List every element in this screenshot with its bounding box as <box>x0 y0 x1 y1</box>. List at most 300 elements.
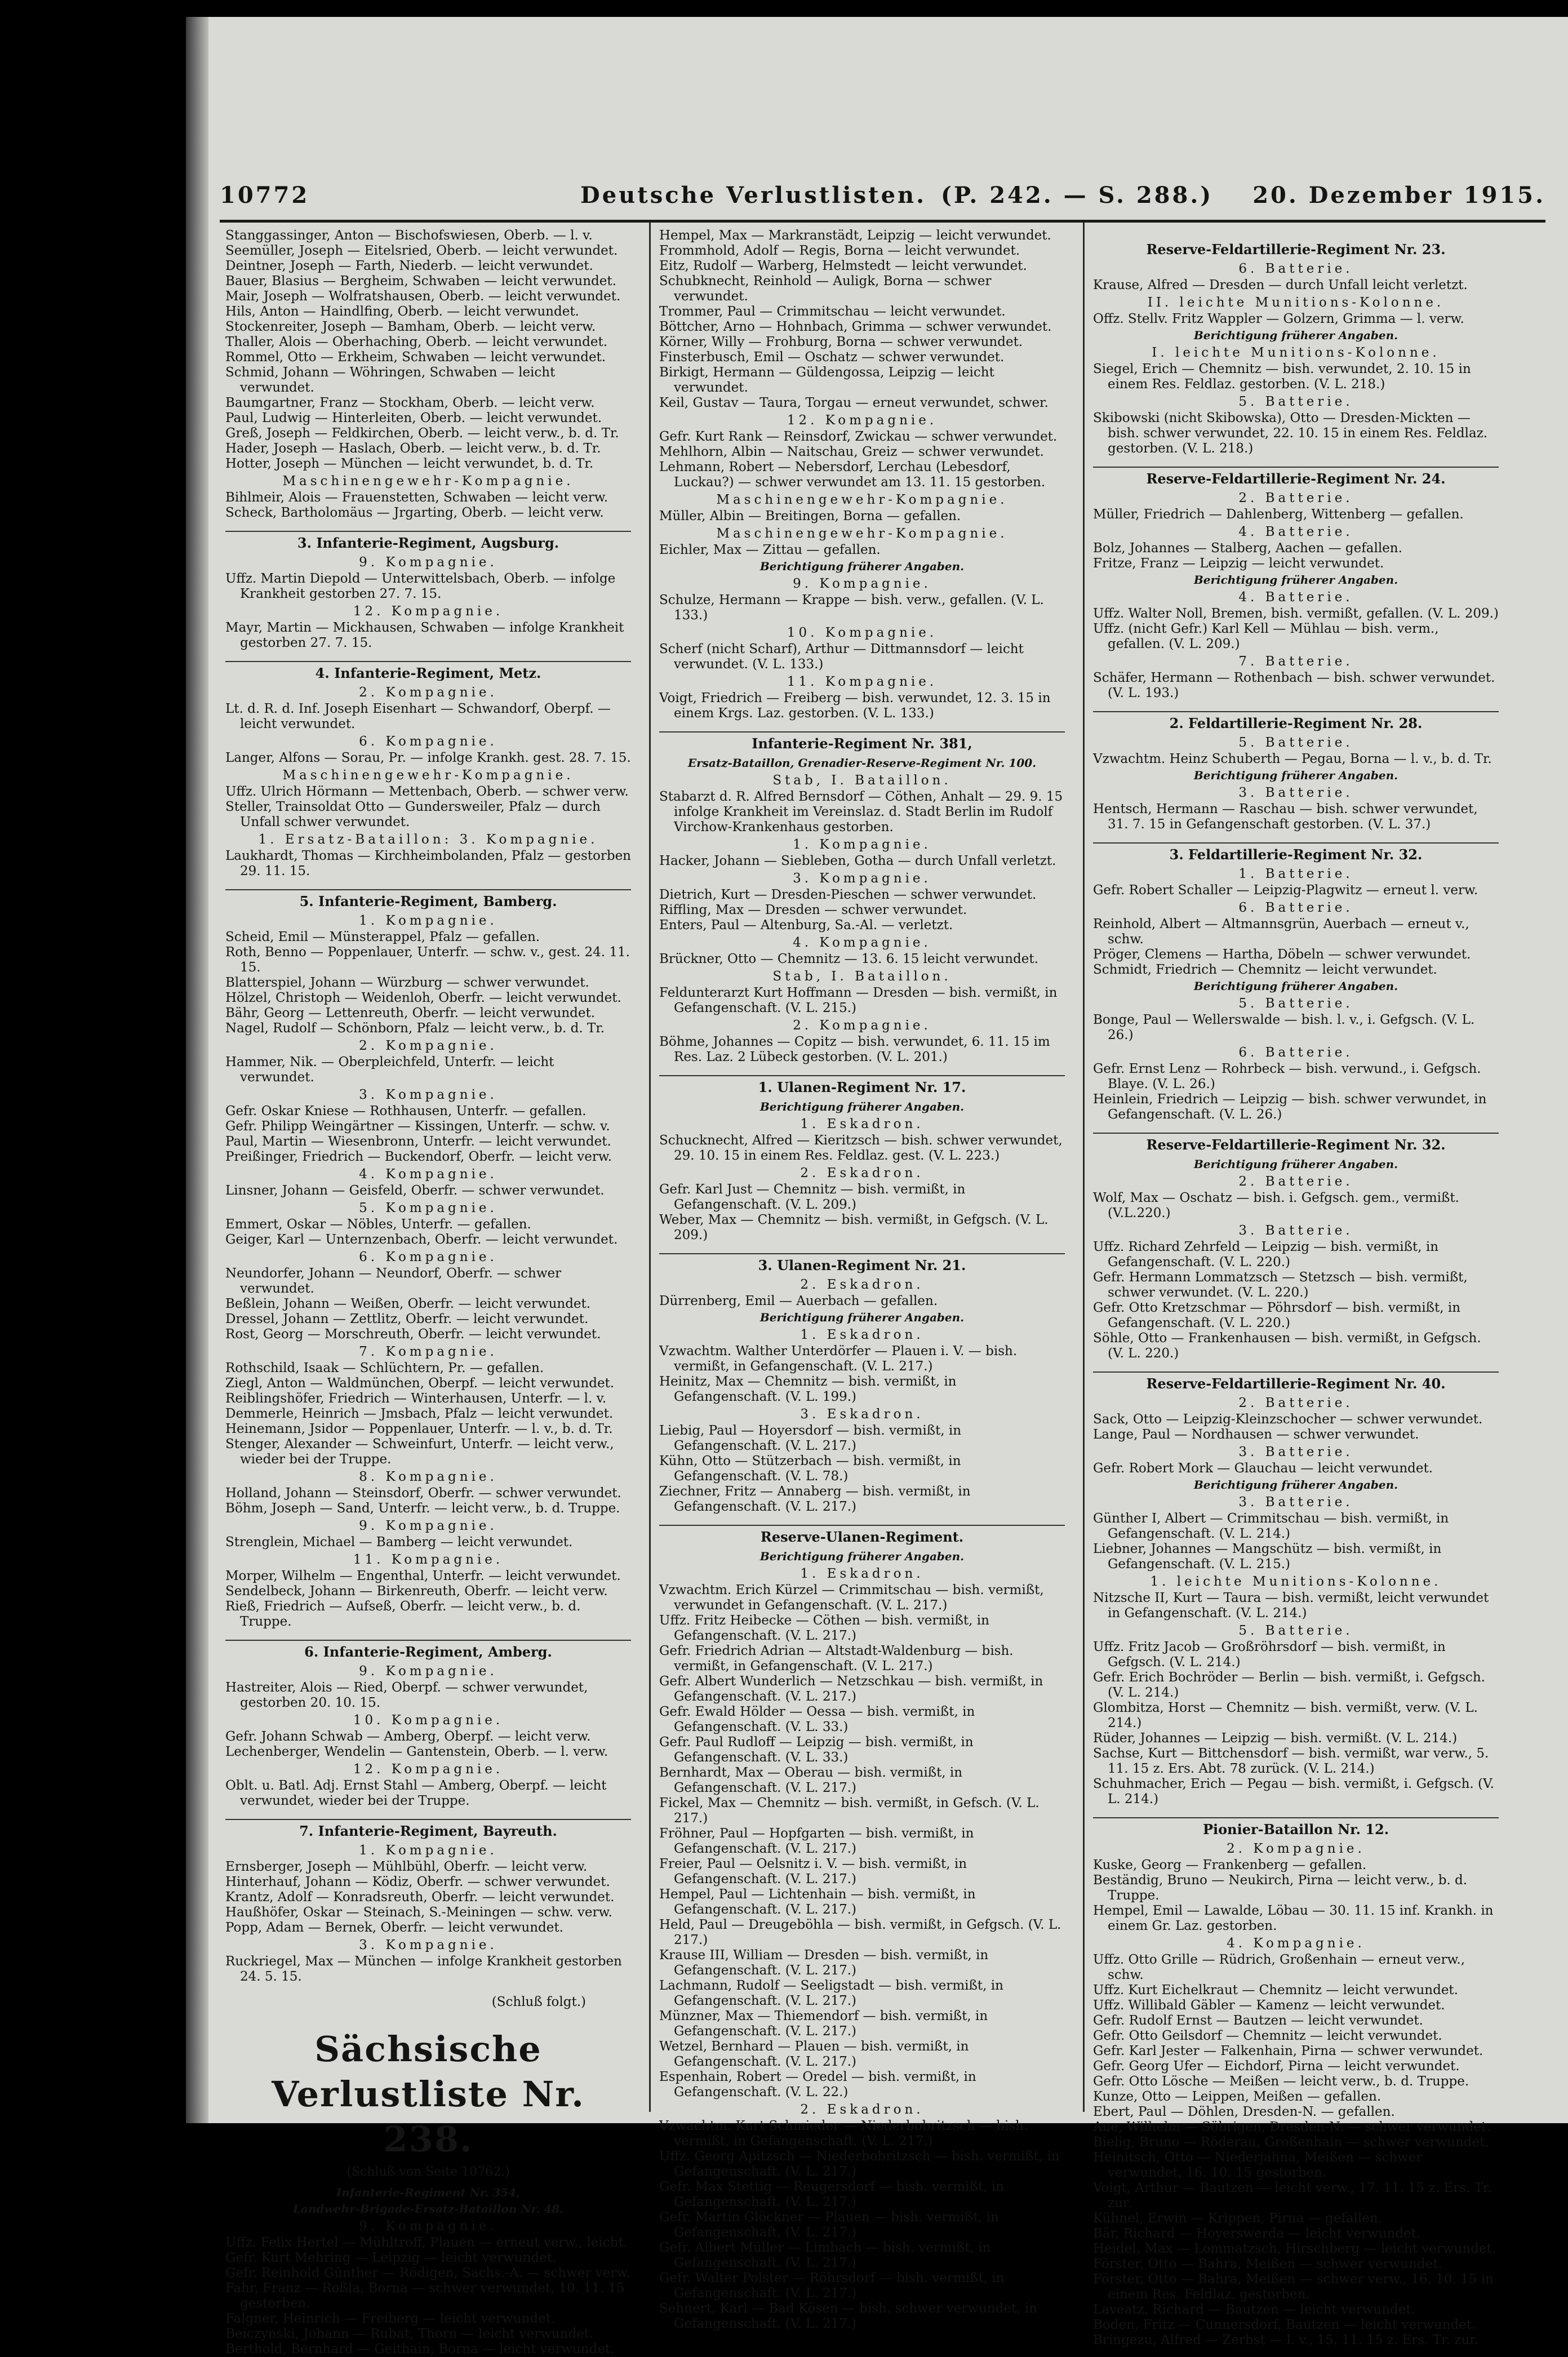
casualty-entry: Weber, Max — Chemnitz — bish. vermißt, in Gefgsch. (V. L. 209.) <box>659 1213 1049 1242</box>
casualty-entry: Bernhardt, Max — Oberau — bish. vermißt, in Gefangenschaft. (V. L. 217.) <box>659 1765 963 1795</box>
casualty-entry: Oblt. u. Batl. Adj. Ernst Stahl — Amberg, Oberpf. — leicht verwundet, wieder bei der Truppe. <box>225 1778 607 1808</box>
unit-subheading: 3. Eskadron. <box>800 1407 924 1422</box>
casualty-entry: Freier, Paul — Oelsnitz i. V. — bish. vermißt, in Gefangenschaft. (V. L. 217.) <box>659 1857 967 1887</box>
casualty-entry: Heinitsch, Otto — Niederjahna, Meißen — schwer verwundet, 16. 10. 15 gestorben. <box>1093 2150 1423 2180</box>
casualty-entry: Aue, Wilhelm — Söbrigen, Dresden-N. — schwer verwundet. <box>1093 2120 1491 2134</box>
unit-subheading: 2. Kompagnie. <box>359 1038 498 1053</box>
casualty-entry: Vzwachtm. Kurt Schmieder — Niederbobritzsch — bish. vermißt, in Gefangenschaft. (V. L. 217.) <box>659 2119 1028 2149</box>
casualty-entry: Gefr. Rudolf Ernst — Bautzen — leicht verwundet. <box>1093 2013 1423 2028</box>
casualty-entry: Seemüller, Joseph — Eitelsried, Oberb. — leicht verwundet. <box>225 243 618 258</box>
casualty-entry: Geiger, Karl — Unternzenbach, Oberfr. — leicht verwundet. <box>225 1232 618 1247</box>
casualty-entry: Scherf (nicht Scharf), Arthur — Dittmannsdorf — leicht verwundet. (V. L. 133.) <box>659 642 1024 672</box>
continuation-note: (Schluß von Seite 10762.) <box>347 2165 510 2179</box>
casualty-entry: Keil, Gustav — Taura, Torgau — erneut verwundet, schwer. <box>659 396 1049 410</box>
casualty-entry: Emmert, Oskar — Nöbles, Unterfr. — gefallen. <box>225 1217 531 1232</box>
unit-subheading: 2. Kompagnie. <box>793 1018 931 1033</box>
casualty-entry: Rüder, Johannes — Leipzig — bish. vermißt. (V. L. 214.) <box>1093 1731 1458 1746</box>
casualty-entry: Voigt, Arthur — Bautzen — leicht verw., 17. 11. 15 z. Ers. Tr. zur. <box>1093 2181 1492 2210</box>
casualty-entry: Uffz. (nicht Gefr.) Karl Kell — Mühlau — bish. verm., gefallen. (V. L. 209.) <box>1093 622 1439 651</box>
unit-subheading: 10. Kompagnie. <box>787 625 938 640</box>
casualty-entry: Uffz. Fritz Heibecke — Cöthen — bish. vermißt, in Gefangenschaft. (V. L. 217.) <box>659 1613 989 1643</box>
casualty-entry: Liebig, Paul — Hoyersdorf — bish. vermißt, in Gefangenschaft. (V. L. 217.) <box>659 1423 962 1453</box>
unit-subheading: 3. Batterie. <box>1238 1495 1353 1510</box>
casualty-entry: Heinlein, Friedrich — Leipzig — bish. schwer verwundet, in Gefangenschaft. (V. L. 26.) <box>1093 1092 1487 1122</box>
casualty-entry: Hils, Anton — Haindlfing, Oberb. — leicht verwundet. <box>225 304 579 319</box>
unit-subheading: 1. Eskadron. <box>800 1566 924 1581</box>
casualty-entry: Espenhain, Robert — Oredel — bish. vermißt, in Gefangenschaft. (V. L. 22.) <box>659 2070 976 2099</box>
casualty-entry: Hempel, Paul — Lichtenhain — bish. vermißt, in Gefangenschaft. (V. L. 217.) <box>659 1887 976 1917</box>
casualty-entry: Blatterspiel, Johann — Würzburg — schwer verwundet. <box>225 975 589 990</box>
casualty-entry: Rothschild, Isaak — Schlüchtern, Pr. — gefallen. <box>225 1361 544 1375</box>
casualty-entry: Bihlmeir, Alois — Frauenstetten, Schwaben — leicht verw. <box>225 490 608 505</box>
casualty-entry: Baumgartner, Franz — Stockham, Oberb. — leicht verw. <box>225 396 595 410</box>
unit-subheading: 12. Kompagnie. <box>353 604 504 619</box>
casualty-entry: Feldunterarzt Kurt Hoffmann — Dresden — bish. vermißt, in Gefangenschaft. (V. L. 215.) <box>659 986 1058 1015</box>
list-title: Sächsische Verlustliste Nr. 238. <box>272 2028 585 2160</box>
casualty-entry: Stanggassinger, Anton — Bischofswiesen, Oberb. — l. v. <box>225 228 593 243</box>
unit-subheading: 10. Kompagnie. <box>353 1713 504 1728</box>
regiment-heading: 3. Feldartillerie-Regiment Nr. 32. <box>1093 842 1499 862</box>
casualty-entry: Beiczynski, Johann — Rubat, Thorn — leicht verwundet. <box>225 2327 594 2341</box>
unit-subheading: 6. Batterie. <box>1238 1045 1353 1060</box>
casualty-entry: Mayr, Martin — Mickhausen, Schwaben — infolge Krankheit gestorben 27. 7. 15. <box>225 620 624 650</box>
unit-subheading: 12. Kompagnie. <box>787 413 938 428</box>
casualty-entry: Uffz. Walter Noll, Bremen, bish. vermißt, gefallen. (V. L. 209.) <box>1093 606 1499 621</box>
casualty-entry: Vzwachtm. Heinz Schuberth — Pegau, Borna — l. v., b. d. Tr. <box>1093 752 1492 766</box>
unit-subheading: 1. Kompagnie. <box>359 913 498 928</box>
correction-note: Berichtigung früherer Angaben. <box>1193 769 1398 782</box>
casualty-entry: Gefr. Oskar Kniese — Rothhausen, Unterfr. — gefallen. <box>225 1104 587 1118</box>
issue-reference: (P. 242. — S. 288.) <box>941 182 1214 208</box>
casualty-entry: Uffz. Kurt Eichelkraut — Chemnitz — leicht verwundet. <box>1093 1983 1458 1998</box>
casualty-entry: Sehnert, Karl — Bad Kösen — bish. schwer verwundet, in Gefangenschaft. (V. L. 217.) <box>659 2301 1037 2331</box>
casualty-entry: Hastreiter, Alois — Ried, Oberpf. — schwer verwundet, gestorben 20. 10. 15. <box>225 1680 588 1710</box>
casualty-entry: Bringezu, Alfred — Zerbst — l. v., 15. 11. 15 z. Ers. Tr. zur. <box>1093 2333 1478 2347</box>
casualty-entry: Gefr. Ewald Hölder — Oessa — bish. vermißt, in Gefangenschaft. (V. L. 33.) <box>659 1705 975 1734</box>
casualty-entry: Preißinger, Friedrich — Buckendorf, Oberfr. — leicht verw. <box>225 1149 612 1164</box>
casualty-entry: Müller, Friedrich — Dahlenberg, Wittenberg — gefallen. <box>1093 507 1464 522</box>
casualty-entry: Brückner, Otto — Chemnitz — 13. 6. 15 leicht verwundet. <box>659 952 1038 966</box>
casualty-entry: Gefr. Erich Bochröder — Berlin — bish. vermißt, i. Gefgsch. (V. L. 214.) <box>1093 1670 1485 1700</box>
casualty-entry: Lehmann, Robert — Nebersdorf, Lerchau (Lebesdorf, Luckau?) — schwer verwundet am 13. 11. 15 gestorben. <box>659 460 1046 490</box>
casualty-entry: Gefr. Hermann Lommatzsch — Stetzsch — bish. vermißt, schwer verwundet. (V. L. 220.) <box>1093 1270 1468 1300</box>
casualty-entry: Beßlein, Johann — Weißen, Oberfr. — leicht verwundet. <box>225 1297 591 1311</box>
casualty-entry: Beständig, Bruno — Neukirch, Pirna — leicht verw., b. d. Truppe. <box>1093 1873 1468 1903</box>
unit-subheading: 2. Kompagnie. <box>1227 1841 1365 1856</box>
regiment-heading: Reserve-Ulanen-Regiment. <box>659 1525 1065 1544</box>
casualty-entry: Sack, Otto — Leipzig-Kleinzschocher — schwer verwundet. <box>1093 1412 1483 1427</box>
casualty-entry: Sendelbeck, Johann — Birkenreuth, Oberfr. — leicht verw. <box>225 1584 608 1599</box>
casualty-entry: Uffz. Richard Zehrfeld — Leipzig — bish. vermißt, in Gefangenschaft. (V. L. 220.) <box>1093 1240 1439 1270</box>
unit-subheading: 11. Kompagnie. <box>353 1552 504 1567</box>
casualty-entry: Finsterbusch, Emil — Oschatz — schwer verwundet. <box>659 350 1005 365</box>
casualty-entry: Böttcher, Arno — Hohnbach, Grimma — schwer verwundet. <box>659 319 1052 334</box>
casualty-entry: Gefr. Ernst Lenz — Rohrbeck — bish. verwund., i. Gefgsch. Blaye. (V. L. 26.) <box>1093 1062 1481 1091</box>
unit-subheading: 3. Kompagnie. <box>359 1087 498 1102</box>
casualty-entry: Birkigt, Hermann — Güldengossa, Leipzig — leicht verwundet. <box>659 365 994 395</box>
casualty-entry: Gefr. Otto Kretzschmar — Pöhrsdorf — bish. vermißt, in Gefangenschaft. (V. L. 220.) <box>1093 1300 1461 1330</box>
unit-subheading: 2. Kompagnie. <box>359 685 498 700</box>
casualty-entry: Gefr. Robert Schaller — Leipzig-Plagwitz — erneut l. verw. <box>1093 883 1478 898</box>
casualty-entry: Nagel, Rudolf — Schönborn, Pfalz — leicht verw., b. d. Tr. <box>225 1021 605 1036</box>
casualty-entry: Liebner, Johannes — Mangschütz — bish. vermißt, in Gefangenschaft. (V. L. 215.) <box>1093 1542 1442 1572</box>
column-right <box>1093 228 1499 2347</box>
casualty-entry: Glombitza, Horst — Chemnitz — bish. vermißt, verw. (V. L. 214.) <box>1093 1701 1478 1730</box>
casualty-entry: Deintner, Joseph — Farth, Niederb. — leicht verwundet. <box>225 259 593 273</box>
newspaper-page <box>186 17 1568 2356</box>
casualty-entry: Hotter, Joseph — München — leicht verwundet, b. d. Tr. <box>225 456 594 471</box>
casualty-entry: Ebert, Paul — Döhlen, Dresden-N. — gefallen. <box>1093 2105 1395 2119</box>
regiment-heading: 4. Infanterie-Regiment, Metz. <box>225 661 631 681</box>
unit-subheading: I. leichte Munitions-Kolonne. <box>1152 345 1440 360</box>
casualty-entry: Gefr. Kurt Rank — Reinsdorf, Zwickau — schwer verwundet. <box>659 429 1058 444</box>
casualty-entry: Müller, Albin — Breitingen, Borna — gefallen. <box>659 509 961 523</box>
casualty-entry: Gefr. Walter Polster — Röhrsdorf — bish. vermißt, in Gefangenschaft. (V. L. 217.) <box>659 2271 1005 2301</box>
issue-date: 20. Dezember 1915. <box>1252 182 1545 208</box>
column-middle <box>659 228 1065 2331</box>
casualty-entry: Hammer, Nik. — Oberpleichfeld, Unterfr. — leicht verwundet. <box>225 1055 554 1085</box>
casualty-entry: Ruckriegel, Max — München — infolge Krankheit gestorben 24. 5. 15. <box>225 1954 622 1984</box>
casualty-entry: Eichler, Max — Zittau — gefallen. <box>659 543 881 557</box>
casualty-entry: Ernsberger, Joseph — Mühlbühl, Oberfr. — leicht verw. <box>225 1859 588 1874</box>
unit-subheading: 7. Kompagnie. <box>359 1344 498 1359</box>
casualty-entry: Eitz, Rudolf — Warberg, Helmstedt — leicht verwundet. <box>659 259 1027 273</box>
unit-subheading: 3. Kompagnie. <box>793 871 931 886</box>
casualty-entry: Hempel, Max — Markranstädt, Leipzig — leicht verwundet. <box>659 228 1051 243</box>
casualty-entry: Heinemann, Jsidor — Poppenlauer, Unterfr. — l. v., b. d. Tr. <box>225 1422 613 1436</box>
casualty-entry: Förster, Otto — Bahra, Meißen — schwer verw., 16. 10. 15 in einem Res. Feldlaz. gestorben. <box>1093 2272 1494 2302</box>
casualty-entry: Voigt, Friedrich — Freiberg — bish. verwundet, 12. 3. 15 in einem Krgs. Laz. gestorben. (V. L. 133.) <box>659 691 1051 721</box>
casualty-entry: Holland, Johann — Steinsdorf, Oberfr. — schwer verwundet. <box>225 1486 621 1501</box>
casualty-entry: Lachmann, Rudolf — Seeligstadt — bish. vermißt, in Gefangenschaft. (V. L. 217.) <box>659 1978 1003 2008</box>
unit-subheading: 2. Batterie. <box>1238 1174 1353 1189</box>
casualty-entry: Fahr, Franz — Roßla, Borna — schwer verwundet, 10. 11. 15 gestorben. <box>225 2281 625 2311</box>
casualty-entry: Fröhner, Paul — Hopfgarten — bish. vermißt, in Gefangenschaft. (V. L. 217.) <box>659 1826 974 1856</box>
casualty-entry: Hader, Joseph — Haslach, Oberb. — leicht verw., b. d. Tr. <box>225 441 601 456</box>
casualty-entry: Wolf, Max — Oschatz — bish. i. Gefgsch. gem., vermißt. (V.L.220.) <box>1093 1191 1459 1220</box>
casualty-entry: Popp, Adam — Bernek, Oberfr. — leicht verwundet. <box>225 1920 563 1935</box>
unit-subheading: 3. Batterie. <box>1238 1445 1353 1459</box>
casualty-entry: Schulze, Hermann — Krappe — bish. verw., gefallen. (V. L. 133.) <box>659 593 1044 623</box>
correction-note: Berichtigung früherer Angaben. <box>1193 979 1398 993</box>
regiment-heading: 6. Infanterie-Regiment, Amberg. <box>225 1640 631 1659</box>
casualty-entry: Uffz. Felix Hertel — Mühltroff, Plauen — erneut verw., leicht. <box>225 2235 628 2250</box>
casualty-entry: Siegel, Erich — Chemnitz — bish. verwundet, 2. 10. 15 in einem Res. Feldlaz. gestorben. (V. L. 218.) <box>1093 362 1471 392</box>
unit-subheading: 2. Batterie. <box>1238 1396 1353 1410</box>
unit-subheading: 1. Kompagnie. <box>793 837 931 852</box>
casualty-entry: Reiblingshöfer, Friedrich — Winterhausen, Unterfr. — l. v. <box>225 1391 607 1406</box>
correction-note: Berichtigung früherer Angaben. <box>1193 1478 1398 1492</box>
casualty-entry: Krause III, William — Dresden — bish. vermißt, in Gefangenschaft. (V. L. 217.) <box>659 1948 989 1978</box>
casualty-entry: Böhm, Joseph — Sand, Unterfr. — leicht verw., b. d. Truppe. <box>225 1501 620 1516</box>
casualty-entry: Schucknecht, Alfred — Kieritzsch — bish. schwer verwundet, 29. 10. 15 in einem Res. Feldlaz. gest. (V. L. 223.) <box>659 1133 1063 1163</box>
unit-subheading: Maschinengewehr-Kompagnie. <box>282 474 574 489</box>
unit-subheading: 9. Kompagnie. <box>359 2219 498 2234</box>
casualty-entry: Fritze, Franz — Leipzig — leicht verwundet. <box>1093 556 1384 571</box>
casualty-entry: Uffz. Otto Grille — Rüdrich, Großenhain — erneut verw., schw. <box>1093 1952 1465 1982</box>
regiment-heading: 5. Infanterie-Regiment, Bamberg. <box>225 889 631 909</box>
column-divider <box>1083 223 1085 2112</box>
casualty-entry: Kunze, Otto — Leippen, Meißen — gefallen. <box>1093 2089 1382 2104</box>
casualty-entry: Schubknecht, Reinhold — Auligk, Borna — schwer verwundet. <box>659 274 992 304</box>
unit-subheading: 6. Kompagnie. <box>359 734 498 749</box>
casualty-entry: Paul, Martin — Wiesenbronn, Unterfr. — leicht verwundet. <box>225 1134 611 1149</box>
continuation-note: (Schluß folgt.) <box>491 1995 586 2009</box>
casualty-entry: Schäfer, Hermann — Rothenbach — bish. schwer verwundet. (V. L. 193.) <box>1093 671 1495 700</box>
regiment-heading: 1. Ulanen-Regiment Nr. 17. <box>659 1075 1065 1095</box>
unit-subheading: 3. Batterie. <box>1238 785 1353 800</box>
unit-subheading: 6. Batterie. <box>1238 900 1353 915</box>
casualty-entry: Thaller, Alois — Oberhaching, Oberb. — leicht verwundet. <box>225 335 608 349</box>
casualty-entry: Enters, Paul — Altenburg, Sa.-Al. — verletzt. <box>659 918 953 933</box>
correction-note: Berichtigung früherer Angaben. <box>1193 329 1398 342</box>
casualty-entry: Lechenberger, Wendelin — Gantenstein, Oberb. — l. verw. <box>225 1745 608 1759</box>
casualty-entry: Steller, Trainsoldat Otto — Gundersweiler, Pfalz — durch Unfall schwer verwundet. <box>225 800 601 829</box>
casualty-entry: Gefr. Friedrich Adrian — Altstadt-Waldenburg — bish. vermißt, in Gefangenschaft. (V. L. 217.) <box>659 1644 1014 1674</box>
casualty-entry: Gefr. Philipp Weingärtner — Kissingen, Unterfr. — schw. v. <box>225 1119 610 1134</box>
regiment-heading: 2. Feldartillerie-Regiment Nr. 28. <box>1093 711 1499 731</box>
casualty-entry: Schmid, Johann — Wöhringen, Schwaben — leicht verwundet. <box>225 365 556 395</box>
correction-note: Berichtigung früherer Angaben. <box>759 1100 965 1113</box>
casualty-entry: Stenger, Alexander — Schweinfurt, Unterfr. — leicht verw., wieder bei der Truppe. <box>225 1437 614 1467</box>
casualty-entry: Gefr. Karl Just — Chemnitz — bish. vermißt, in Gefangenschaft. (V. L. 209.) <box>659 1182 966 1212</box>
regiment-heading: Infanterie-Regiment Nr. 354, <box>336 2186 521 2199</box>
casualty-entry: Nitzsche II, Kurt — Taura — bish. vermißt, leicht verwundet in Gefangenschaft. (V. L. 214.) <box>1093 1591 1489 1621</box>
regiment-heading: Reserve-Feldartillerie-Regiment Nr. 40. <box>1093 1371 1499 1391</box>
casualty-entry: Heinitz, Max — Chemnitz — bish. vermißt, in Gefangenschaft. (V. L. 199.) <box>659 1374 957 1404</box>
unit-subheading: 4. Batterie. <box>1238 590 1353 605</box>
casualty-entry: Bolz, Johannes — Stalberg, Aachen — gefallen. <box>1093 541 1402 556</box>
casualty-entry: Uffz. Georg Apitzsch — Niederbobritzsch — bish. vermißt, in Gefangenschaft. (V. L. 217.) <box>659 2149 1060 2179</box>
column-left <box>225 228 631 2356</box>
casualty-entry: Neundorfer, Johann — Neundorf, Oberfr. — schwer verwundet. <box>225 1266 562 1296</box>
casualty-entry: Gefr. Reinhold Günther — Rödigen, Sachs.-A. — schwer verw. <box>225 2266 630 2280</box>
casualty-entry: Gefr. Albert Müller — Limbach — bish. vermißt, in Gefangenschaft. (V. L. 217.) <box>659 2240 991 2270</box>
casualty-entry: Uffz. Martin Diepold — Unterwittelsbach, Oberb. — infolge Krankheit gestorben 27. 7. 15. <box>225 571 616 601</box>
casualty-entry: Gefr. Max Stettig — Reugersdorf — bish. vermißt, in Gefangenschaft. (V. L. 217.) <box>659 2180 1004 2209</box>
unit-subheading: 4. Batterie. <box>1238 525 1353 539</box>
casualty-entry: Uffz. Fritz Jacob — Großröhrsdorf — bish. vermißt, in Gefgsch. (V. L. 214.) <box>1093 1640 1446 1670</box>
column-divider <box>649 223 651 2112</box>
casualty-entry: Förster, Otto — Bahra, Meißen — schwer verwundet. <box>1093 2257 1442 2271</box>
casualty-entry: Skibowski (nicht Skibowska), Otto — Dresden-Mickten — bish. schwer verwundet, 22. 10. 15 in einem Res. Feldlaz. gestorben. (V. L. 218.) <box>1093 411 1488 456</box>
casualty-entry: Rost, Georg — Morschreuth, Oberfr. — leicht verwundet. <box>225 1327 601 1342</box>
casualty-entry: Bonge, Paul — Wellerswalde — bish. l. v., i. Gefgsch. (V. L. 26.) <box>1093 1013 1475 1042</box>
unit-subheading: 4. Kompagnie. <box>1227 1936 1365 1951</box>
unit-subheading: 2. Eskadron. <box>800 1166 924 1180</box>
casualty-entry: Mair, Joseph — Wolfratshausen, Oberb. — leicht verwundet. <box>225 289 621 304</box>
correction-note: Berichtigung früherer Angaben. <box>1193 573 1398 587</box>
unit-subheading: 2. Eskadron. <box>800 2102 924 2117</box>
casualty-entry: Rommel, Otto — Erkheim, Schwaben — leicht verwundet. <box>225 350 606 365</box>
casualty-entry: Gefr. Otto Lösche — Meißen — leicht verw., b. d. Truppe. <box>1093 2074 1469 2089</box>
casualty-entry: Bähr, Georg — Lettenreuth, Oberfr. — leicht verwundet. <box>225 1006 596 1020</box>
casualty-entry: Heidel, Max — Lommatzsch, Hirschberg — leicht verwundet. <box>1093 2241 1496 2256</box>
unit-subheading: 9. Kompagnie. <box>793 576 931 591</box>
casualty-entry: Fickel, Max — Chemnitz — bish. vermißt, in Gefsch. (V. L. 217.) <box>659 1796 1040 1826</box>
casualty-entry: Wetzel, Bernhard — Plauen — bish. vermißt, in Gefangenschaft. (V. L. 217.) <box>659 2039 969 2069</box>
casualty-entry: Paul, Ludwig — Hinterleiten, Oberb. — leicht verwundet. <box>225 411 602 425</box>
casualty-entry: Lt. d. R. d. Inf. Joseph Eisenhart — Schwandorf, Oberpf. — leicht verwundet. <box>225 702 611 731</box>
unit-subheading: 6. Batterie. <box>1238 261 1353 276</box>
casualty-entry: Uffz. Willibald Gäbler — Kamenz — leicht verwundet. <box>1093 1998 1445 2013</box>
casualty-entry: Trommer, Paul — Crimmitschau — leicht verwundet. <box>659 304 1006 319</box>
correction-note: Berichtigung früherer Angaben. <box>759 560 965 573</box>
unit-subheading: 9. Kompagnie. <box>359 555 498 570</box>
unit-subheading: 5. Batterie. <box>1238 996 1353 1011</box>
regiment-heading: Landwehr-Brigade-Ersatz-Bataillon Nr. 48. <box>292 2202 564 2216</box>
casualty-entry: Berthold, Bernhard — Geithain, Borna — leicht verwundet. <box>225 2342 615 2356</box>
casualty-entry: Bär, Richard — Hoyerswerda — leicht verwundet. <box>1093 2226 1421 2241</box>
regiment-heading: Reserve-Feldartillerie-Regiment Nr. 23. <box>1146 241 1446 258</box>
casualty-entry: Held, Paul — Dreugeböhla — bish. vermißt, in Gefgsch. (V. L. 217.) <box>659 1917 1061 1947</box>
casualty-entry: Demmerle, Heinrich — Jmsbach, Pfalz — leicht verwundet. <box>225 1406 614 1421</box>
casualty-entry: Vzwachtm. Walther Unterdörfer — Plauen i. V. — bish. vermißt, in Gefangenschaft. (V. L. 217.) <box>659 1344 1018 1374</box>
casualty-entry: Gefr. Martin Glöckner — Plauen — bish. vermißt, in Gefangenschaft. (V. L. 217.) <box>659 2210 999 2240</box>
casualty-entry: Bielig, Bruno — Röderau, Großenhain — schwer verwundet. <box>1093 2135 1489 2150</box>
casualty-entry: Ziegl, Anton — Waldmünchen, Oberpf. — leicht verwundet. <box>225 1376 615 1391</box>
casualty-entry: Kuske, Georg — Frankenberg — gefallen. <box>1093 1858 1367 1872</box>
correction-note: Berichtigung früherer Angaben. <box>1193 1157 1398 1171</box>
casualty-entry: Langer, Alfons — Sorau, Pr. — infolge Krankh. gest. 28. 7. 15. <box>225 751 631 765</box>
casualty-entry: Dürrenberg, Emil — Auerbach — gefallen. <box>659 1294 938 1308</box>
casualty-entry: Roth, Benno — Poppenlauer, Unterfr. — schw. v., gest. 24. 11. 15. <box>225 945 630 975</box>
unit-subheading: 4. Kompagnie. <box>793 935 931 950</box>
casualty-entry: Ziechner, Fritz — Annaberg — bish. vermißt, in Gefangenschaft. (V. L. 217.) <box>659 1484 971 1514</box>
casualty-entry: Stockenreiter, Joseph — Bamham, Oberb. — leicht verw. <box>225 319 596 334</box>
regiment-heading: Reserve-Feldartillerie-Regiment Nr. 24. <box>1093 467 1499 486</box>
unit-subheading: 9. Kompagnie. <box>359 1519 498 1533</box>
unit-subheading: 6. Kompagnie. <box>359 1250 498 1264</box>
unit-subheading: Maschinengewehr-Kompagnie. <box>282 768 574 783</box>
unit-subheading: 4. Kompagnie. <box>359 1167 498 1182</box>
regiment-heading: 3. Ulanen-Regiment Nr. 21. <box>659 1253 1065 1273</box>
casualty-entry: Dietrich, Kurt — Dresden-Pieschen — schwer verwundet. <box>659 887 1037 902</box>
casualty-entry: Hentsch, Hermann — Raschau — bish. schwer verwundet, 31. 7. 15 in Gefangenschaft gestorben. (V. L. 37.) <box>1093 802 1478 832</box>
casualty-entry: Riffling, Max — Dresden — schwer verwundet. <box>659 903 967 917</box>
casualty-entry: Sachse, Kurt — Bittchensdorf — bish. vermißt, war verw., 5. 11. 15 z. Ers. Abt. 78 zurück. (V. L. 214.) <box>1093 1746 1489 1776</box>
casualty-entry: Offz. Stellv. Fritz Wappler — Golzern, Grimma — l. verw. <box>1093 312 1464 326</box>
casualty-entry: Laveatz, Richard — Bautzen — leicht verwundet. <box>1093 2302 1415 2317</box>
unit-subheading: 5. Kompagnie. <box>359 1201 498 1215</box>
unit-subheading: 1. Ersatz-Bataillon: 3. Kompagnie. <box>258 832 598 847</box>
regiment-heading: Pionier-Bataillon Nr. 12. <box>1093 1817 1499 1837</box>
casualty-entry: Greß, Joseph — Feldkirchen, Oberb. — leicht verw., b. d. Tr. <box>225 426 619 441</box>
casualty-entry: Schuhmacher, Erich — Pegau — bish. vermißt, i. Gefgsch. (V. L. 214.) <box>1093 1777 1494 1806</box>
regiment-heading: Ersatz-Bataillon, Grenadier-Reserve-Regiment Nr. 100. <box>687 756 1037 770</box>
casualty-entry: Günther I, Albert — Crimmitschau — bish. vermißt, in Gefangenschaft. (V. L. 214.) <box>1093 1511 1449 1541</box>
correction-note: Berichtigung früherer Angaben. <box>759 1550 965 1563</box>
regiment-heading: Infanterie-Regiment Nr. 381, <box>659 731 1065 751</box>
casualty-entry: Hacker, Johann — Siebleben, Gotha — durch Unfall verletzt. <box>659 854 1056 868</box>
casualty-entry: Hinterhauf, Johann — Ködiz, Oberfr. — schwer verwundet. <box>225 1875 610 1889</box>
unit-subheading: 1. Eskadron. <box>800 1328 924 1342</box>
unit-subheading: 9. Kompagnie. <box>359 1664 498 1679</box>
unit-subheading: 1. leichte Munitions-Kolonne. <box>1150 1574 1442 1589</box>
casualty-entry: Vzwachtm. Erich Kürzel — Crimmitschau — bish. vermißt, verwundet in Gefangenschaft. (V. L. 217.) <box>659 1583 1044 1613</box>
unit-subheading: 1. Batterie. <box>1238 867 1353 881</box>
casualty-entry: Gefr. Otto Geilsdorf — Chemnitz — leicht verwundet. <box>1093 2028 1442 2043</box>
regiment-heading: 7. Infanterie-Regiment, Bayreuth. <box>225 1819 631 1839</box>
casualty-entry: Gefr. Kurt Mehring — Leipzig — leicht verwundet. <box>225 2251 557 2265</box>
unit-subheading: 1. Eskadron. <box>800 1117 924 1131</box>
casualty-entry: Scheck, Bartholomäus — Jrgarting, Oberb. — leicht verw. <box>225 505 604 520</box>
correction-note: Berichtigung früherer Angaben. <box>759 1311 965 1324</box>
unit-subheading: 5. Batterie. <box>1238 394 1353 409</box>
casualty-entry: Gefr. Karl Jester — Falkenhain, Pirna — schwer verwundet. <box>1093 2044 1483 2058</box>
casualty-entry: Boden, Fritz — Cunnersdorf, Bautzen — leicht verwundet. <box>1093 2318 1476 2332</box>
casualty-entry: Haußhöfer, Oskar — Steinach, S.-Meiningen — schw. verw. <box>225 1905 612 1920</box>
casualty-entry: Uffz. Ulrich Hörmann — Mettenbach, Oberb. — schwer verw. <box>225 784 629 799</box>
casualty-entry: Kühn, Otto — Stützerbach — bish. vermißt, in Gefangenschaft. (V. L. 78.) <box>659 1454 961 1484</box>
unit-subheading: 5. Batterie. <box>1238 735 1353 750</box>
unit-subheading: 8. Kompagnie. <box>359 1470 498 1484</box>
unit-subheading: 7. Batterie. <box>1238 654 1353 669</box>
casualty-entry: Böhme, Johannes — Copitz — bish. verwundet, 6. 11. 15 im Res. Laz. 2 Lübeck gestorben. (V. L. 201.) <box>659 1035 1050 1064</box>
regiment-heading: Reserve-Feldartillerie-Regiment Nr. 32. <box>1093 1133 1499 1152</box>
casualty-entry: Falgner, Heinrich — Freiberg — leicht verwundet. <box>225 2311 556 2326</box>
unit-subheading: Maschinengewehr-Kompagnie. <box>716 526 1008 541</box>
regiment-heading: 3. Infanterie-Regiment, Augsburg. <box>225 531 631 551</box>
casualty-entry: Pröger, Clemens — Hartha, Döbeln — schwer verwundet. <box>1093 947 1471 962</box>
casualty-entry: Frommhold, Adolf — Regis, Borna — leicht verwundet. <box>659 243 1020 258</box>
casualty-entry: Dressel, Johann — Zettlitz, Oberfr. — leicht verwundet. <box>225 1312 589 1326</box>
casualty-entry: Münzner, Max — Thiemendorf — bish. vermißt, in Gefangenschaft. (V. L. 217.) <box>659 2009 988 2039</box>
casualty-entry: Hempel, Emil — Lawalde, Löbau — 30. 11. 15 inf. Krankh. in einem Gr. Laz. gestorben. <box>1093 1903 1494 1933</box>
unit-subheading: 2. Eskadron. <box>800 1277 924 1292</box>
casualty-entry: Kühnel, Erwin — Krippen, Pirna — gefallen. <box>1093 2211 1382 2226</box>
casualty-entry: Körner, Willy — Frohburg, Borna — schwer verwundet. <box>659 335 1023 349</box>
casualty-entry: Gefr. Georg Ufer — Eichdorf, Pirna — leicht verwundet. <box>1093 2059 1460 2074</box>
casualty-entry: Gefr. Robert Mork — Glauchau — leicht verwundet. <box>1093 1461 1433 1476</box>
casualty-entry: Krause, Alfred — Dresden — durch Unfall leicht verletzt. <box>1093 278 1468 292</box>
casualty-entry: Strenglein, Michael — Bamberg — leicht verwundet. <box>225 1535 573 1550</box>
unit-subheading: Stab, I. Bataillon. <box>772 773 952 788</box>
casualty-entry: Laukhardt, Thomas — Kirchheimbolanden, Pfalz — gestorben 29. 11. 15. <box>225 849 631 878</box>
unit-subheading: II. leichte Munitions-Kolonne. <box>1147 295 1445 310</box>
casualty-entry: Linsner, Johann — Geisfeld, Oberfr. — schwer verwundet. <box>225 1183 605 1198</box>
unit-subheading: 3. Batterie. <box>1238 1223 1353 1238</box>
casualty-entry: Scheid, Emil — Münsterappel, Pfalz — gefallen. <box>225 930 540 944</box>
unit-subheading: 12. Kompagnie. <box>353 1762 504 1777</box>
casualty-entry: Söhle, Otto — Frankenhausen — bish. vermißt, in Gefgsch. (V. L. 220.) <box>1093 1331 1481 1361</box>
casualty-entry: Gefr. Johann Schwab — Amberg, Oberpf. — leicht verw. <box>225 1729 591 1744</box>
unit-subheading: 5. Batterie. <box>1238 1623 1353 1638</box>
unit-subheading: 1. Kompagnie. <box>359 1843 498 1858</box>
page-number: 10772 <box>220 182 310 208</box>
casualty-entry: Gefr. Paul Rudloff — Leipzig — bish. vermißt, in Gefangenschaft. (V. L. 33.) <box>659 1735 974 1765</box>
casualty-entry: Gefr. Albert Wunderlich — Netzschkau — bish. vermißt, in Gefangenschaft. (V. L. 217.) <box>659 1674 1043 1704</box>
casualty-entry: Mehlhorn, Albin — Naitschau, Greiz — schwer verwundet. <box>659 445 1044 459</box>
casualty-entry: Reinhold, Albert — Altmannsgrün, Auerbach — erneut v., schw. <box>1093 917 1469 947</box>
unit-subheading: Stab, I. Bataillon. <box>772 969 952 984</box>
page-title: Deutsche Verlustlisten. <box>580 182 927 208</box>
header-rule <box>220 220 1545 223</box>
unit-subheading: 2. Batterie. <box>1238 491 1353 505</box>
casualty-entry: Morper, Wilhelm — Engenthal, Unterfr. — leicht verwundet. <box>225 1569 621 1583</box>
casualty-entry: Lange, Paul — Nordhausen — schwer verwundet. <box>1093 1427 1419 1442</box>
casualty-entry: Hölzel, Christoph — Weidenloh, Oberfr. — leicht verwundet. <box>225 991 621 1005</box>
unit-subheading: 11. Kompagnie. <box>787 674 938 689</box>
casualty-entry: Krantz, Adolf — Konradsreuth, Oberfr. — leicht verwundet. <box>225 1890 615 1905</box>
page-header <box>186 172 1568 223</box>
unit-subheading: 3. Kompagnie. <box>359 1938 498 1952</box>
unit-subheading: Maschinengewehr-Kompagnie. <box>716 492 1008 507</box>
casualty-entry: Rieß, Friedrich — Aufseß, Oberfr. — leicht verw., b. d. Truppe. <box>225 1599 581 1629</box>
casualty-entry: Bauer, Blasius — Bergheim, Schwaben — leicht verwundet. <box>225 274 616 288</box>
casualty-entry: Stabarzt d. R. Alfred Bernsdorf — Cöthen, Anhalt — 29. 9. 15 infolge Krankheit im Vereinslaz. d. Stadt Berlin im Rudolf Virchow-Krankenhaus gestorben. <box>659 789 1063 835</box>
casualty-entry: Schmidt, Friedrich — Chemnitz — leicht verwundet. <box>1093 962 1437 977</box>
